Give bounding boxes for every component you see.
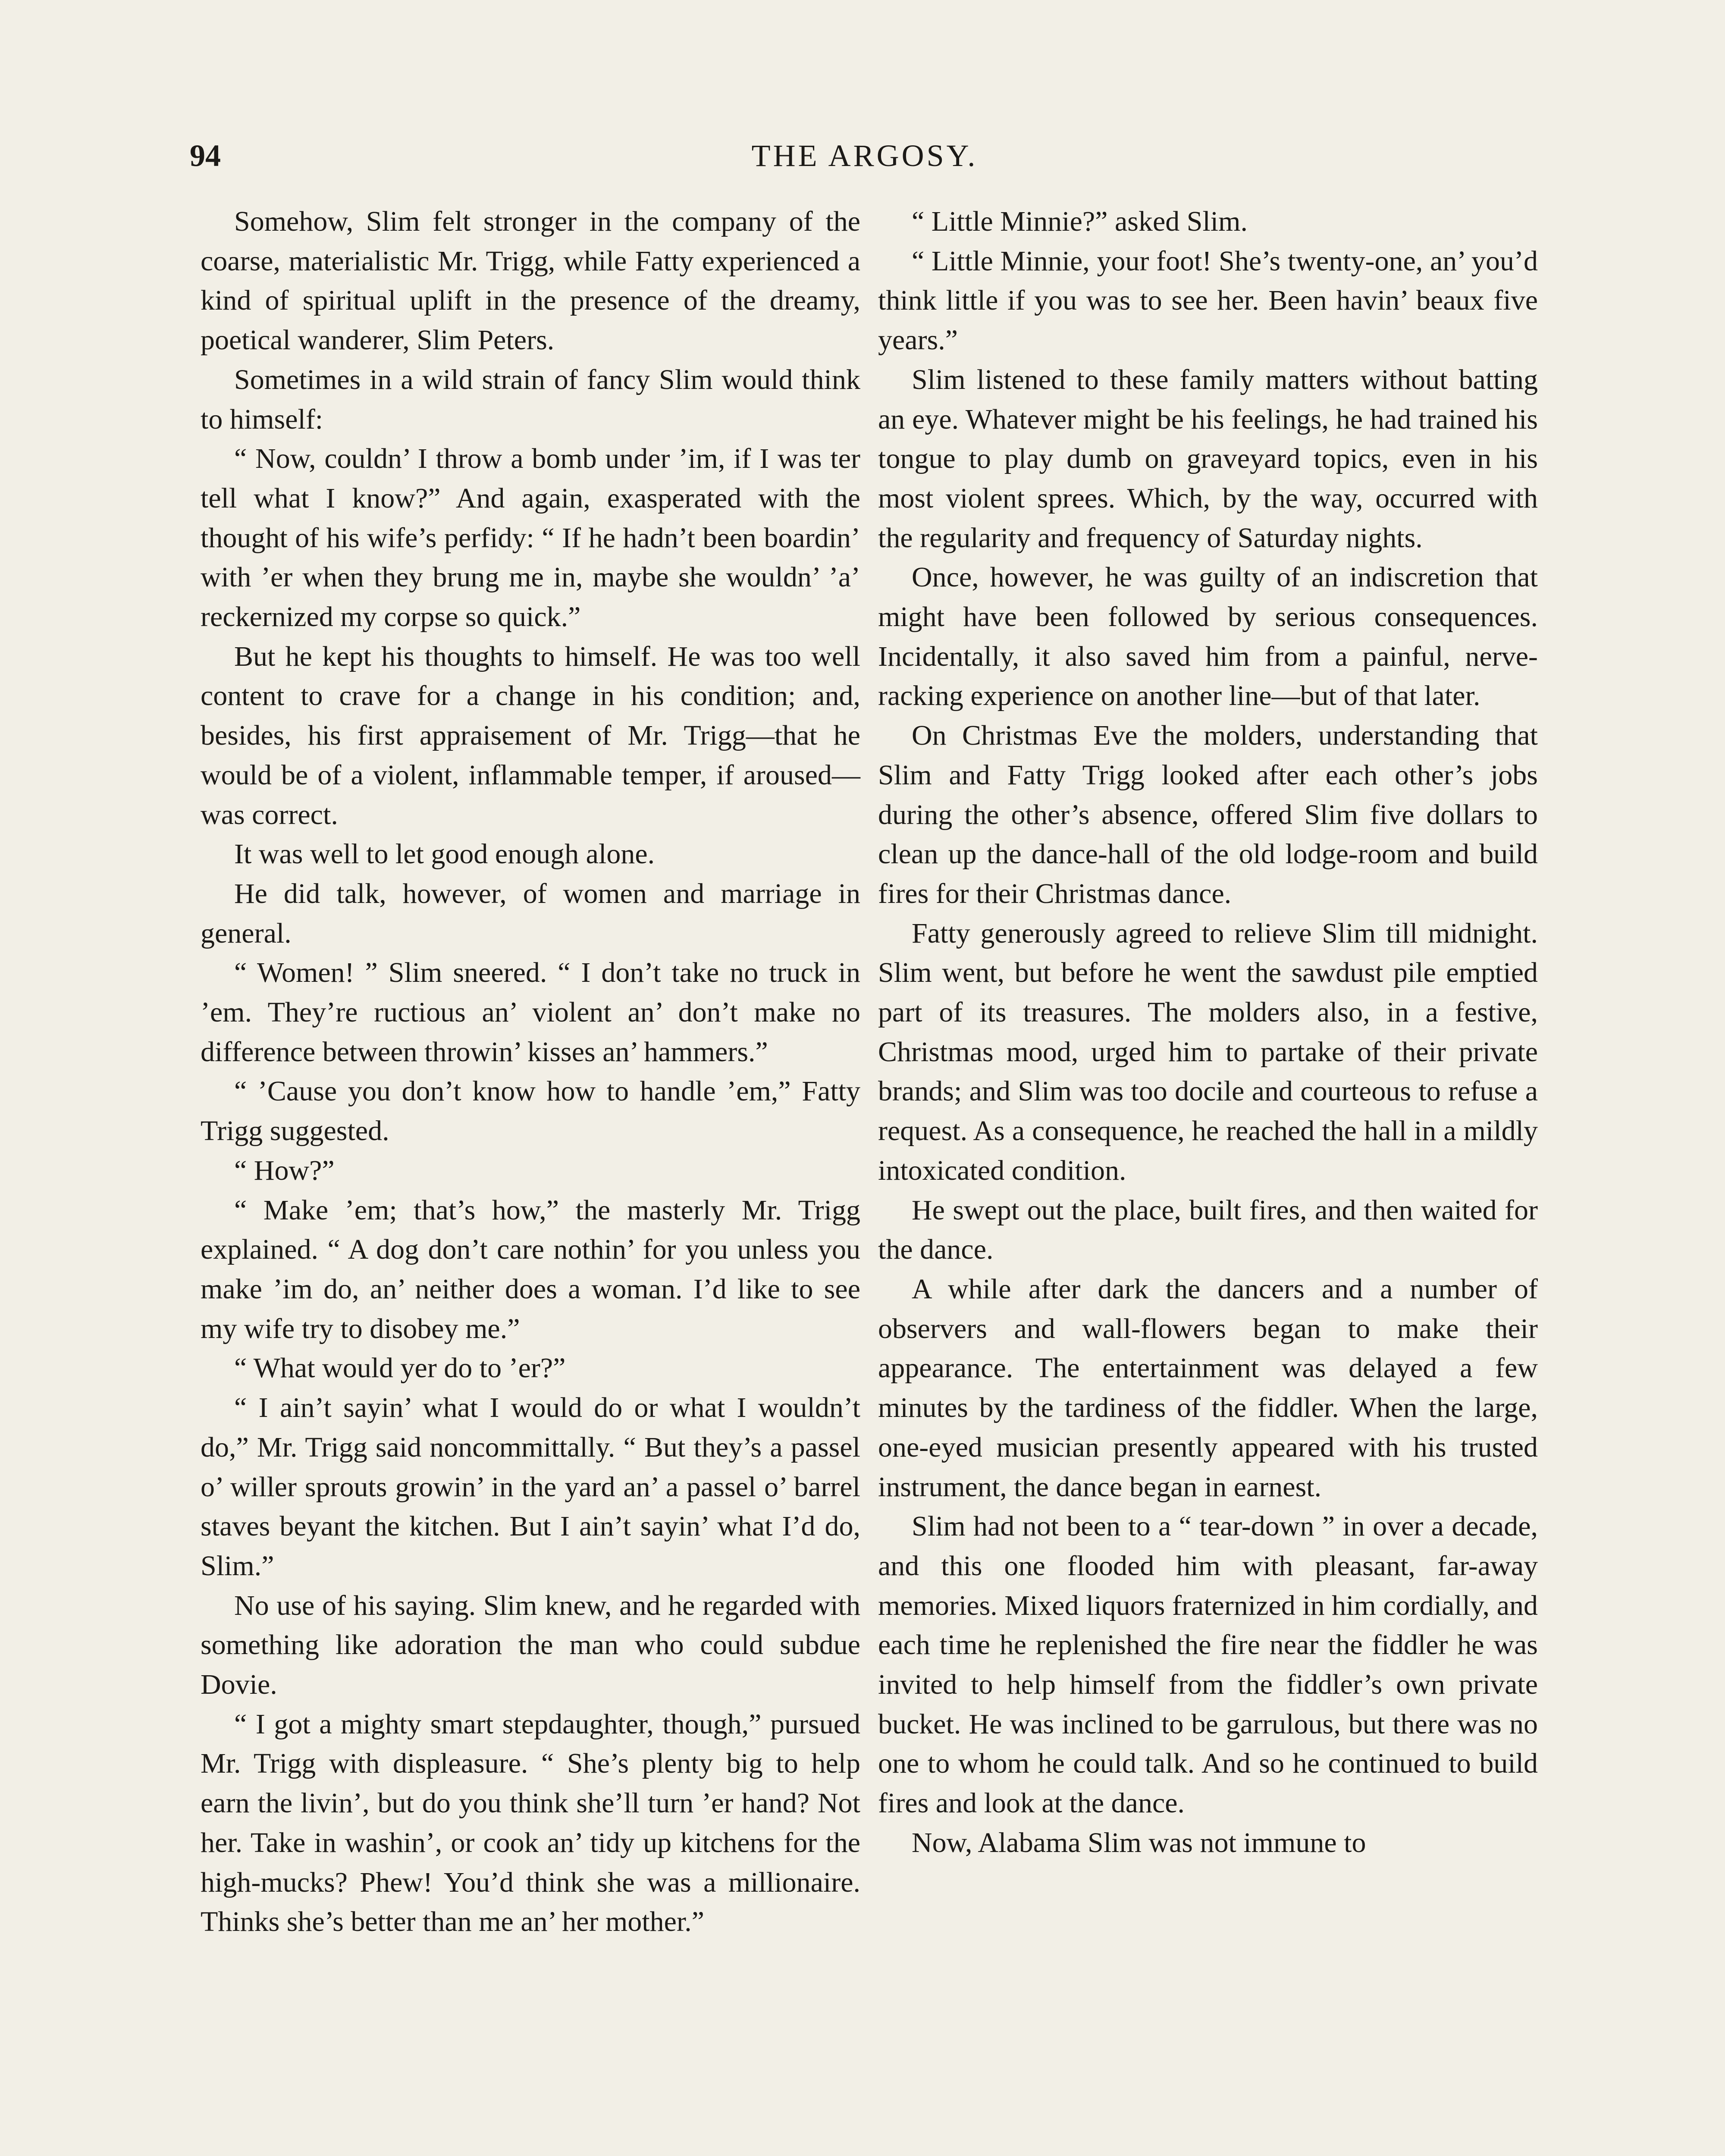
paragraph: On Christmas Eve the molders, understanding that Slim and Fatty Trigg looked after each other’s jobs during the other’s absence, offered Slim five dollars to clean up the dance-hall of the old lodge-room and build fires for their Christmas dance. (878, 720, 1538, 909)
paragraph: It was well to let good enough alone. (234, 838, 655, 870)
paragraph: Once, however, he was guilty of an indiscretion that might have been followed by serious consequences. Incidentally, it also saved him from a painful, nerve-racking experience on another line—but of that later. (878, 561, 1538, 712)
paragraph: No use of his saying. Slim knew, and he regarded with something like adoration the man who could subdue Dovie. (201, 1589, 860, 1701)
page-header (190, 138, 1540, 185)
paragraph: He did talk, however, of women and marriage in general. (201, 877, 860, 949)
paragraph: Now, Alabama Slim was not immune to (912, 1827, 1366, 1858)
paragraph: “ Little Minnie, your foot! She’s twenty-one, an’ you’d think little if you was to see her. Been havin’ beaux five years.” (878, 245, 1538, 356)
paragraph: Fatty generously agreed to relieve Slim till midnight. Slim went, but before he went the sawdust pile emptied part of its treasures. The molders also, in a festive, Christmas mood, urged him to partake of their private brands; and Slim was too docile and courteous to refuse a request. As a consequence, he reached the hall in a mildly intoxicated condition. (878, 917, 1538, 1186)
page-number: 94 (190, 138, 221, 173)
paragraph: “ Make ’em; that’s how,” the masterly Mr. Trigg explained. “ A dog don’t care nothin’ for you unless you make ’im do, an’ neither does a woman. I’d like to see my wife try to disobey me.” (201, 1194, 860, 1344)
paragraph: “ Now, couldn’ I throw a bomb under ’im, if I was ter tell what I know?” And again, exasperated with the thought of his wife’s perfidy: “ If he hadn’t been boardin’ with ’er when they brung me in, maybe she wouldn’ ’a’ reckernized my corpse so quick.” (201, 443, 860, 633)
paragraph: But he kept his thoughts to himself. He was too well content to crave for a change in his condition; and, besides, his first appraisement of Mr. Trigg—that he would be of a violent, inflammable temper, if aroused—was correct. (201, 640, 860, 830)
paragraph: “ ’Cause you don’t know how to handle ’em,” Fatty Trigg suggested. (201, 1075, 860, 1147)
paragraph: Somehow, Slim felt stronger in the company of the coarse, materialistic Mr. Trigg, while Fatty experienced a kind of spiritual uplift in the presence of the dreamy, poetical wanderer, Slim Peters. (201, 206, 860, 356)
paragraph: “ I ain’t sayin’ what I would do or what I wouldn’t do,” Mr. Trigg said noncommittally. “ But they’s a passel o’ willer sprouts growin’ in the yard an’ a passel o’ barrel staves beyant the kitchen. But I ain’t sayin’ what I’d do, Slim.” (201, 1392, 860, 1582)
paragraph: Slim listened to these family matters without batting an eye. Whatever might be his feelings, he had trained his tongue to play dumb on graveyard topics, even in his most violent sprees. Which, by the way, occurred with the regularity and frequency of Saturday nights. (878, 364, 1538, 554)
paragraph: “ What would yer do to ’er?” (234, 1352, 566, 1384)
left-column (201, 202, 860, 1942)
paragraph: Sometimes in a wild strain of fancy Slim would think to himself: (201, 364, 860, 435)
paragraph: He swept out the place, built fires, and then waited for the dance. (878, 1194, 1538, 1266)
paragraph: “ How?” (234, 1154, 335, 1186)
paragraph: Slim had not been to a “ tear-down ” in over a decade, and this one flooded him with pleasant, far-away memories. Mixed liquors fraternized in him cordially, and each time he replenished the fire near the fiddler he was invited to help himself from the fiddler’s own private bucket. He was inclined to be garrulous, but there was no one to whom he could talk. And so he continued to build fires and look at the dance. (878, 1510, 1538, 1819)
paragraph: A while after dark the dancers and a number of observers and wall-flowers began to make their appearance. The entertainment was delayed a few minutes by the tardiness of the fiddler. When the large, one-eyed musician presently appeared with his trusted instrument, the dance began in earnest. (878, 1273, 1538, 1503)
right-column (878, 202, 1538, 1863)
paragraph: “ Women! ” Slim sneered. “ I don’t take no truck in ’em. They’re ructious an’ violent an’ don’t make no difference between throwin’ kisses an’ hammers.” (201, 957, 860, 1068)
paragraph: “ Little Minnie?” asked Slim. (912, 206, 1248, 237)
paragraph: “ I got a mighty smart stepdaughter, though,” pursued Mr. Trigg with displeasure. “ She’s plenty big to help earn the livin’, but do you think she’ll turn ’er hand? Not her. Take in washin’, or cook an’ tidy up kitchens for the high-mucks? Phew! You’d think she was a millionaire. Thinks she’s better than me an’ her mother.” (201, 1708, 860, 1938)
running-title: THE ARGOSY. (751, 138, 978, 173)
